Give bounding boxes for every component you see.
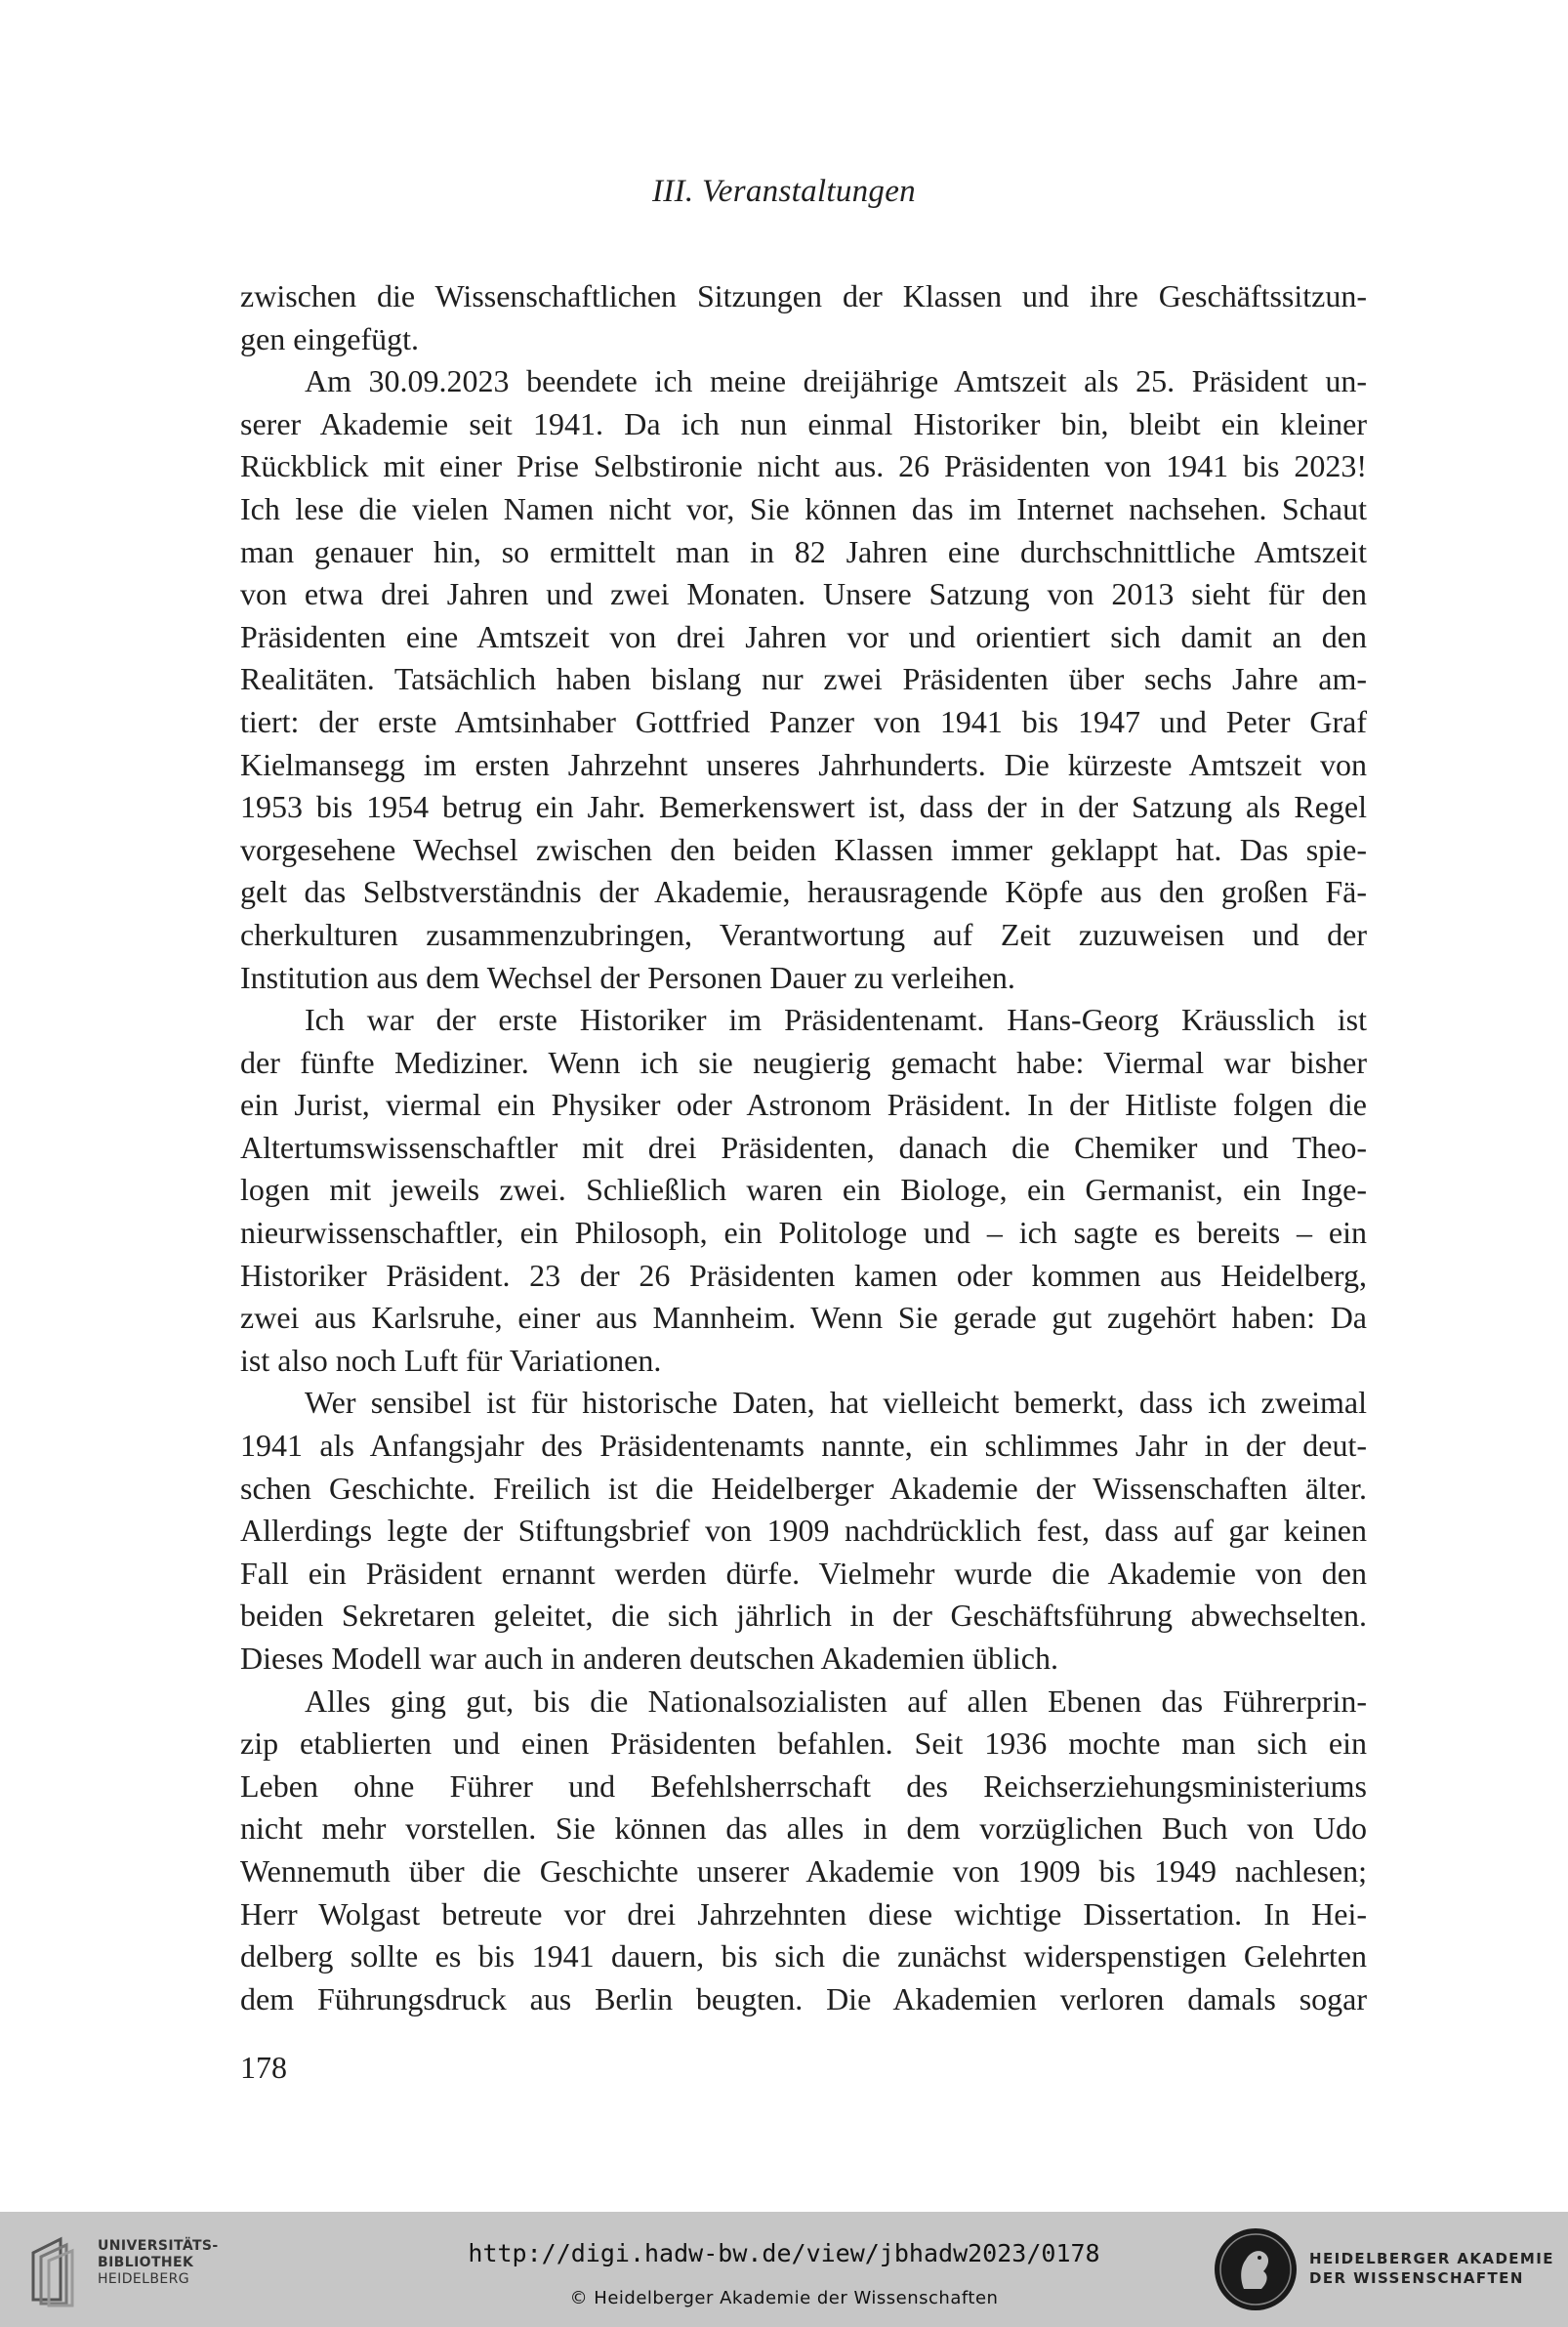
text-line: Dieses Modell war auch in anderen deutschen Akademien üblich. (240, 1641, 1058, 1676)
text-line: 1941 als Anfangsjahr des Präsidentenamts nannte, ein schlimmes Jahr in der deut- (240, 1428, 1367, 1464)
text-line: logen mit jeweils zwei. Schließlich waren ein Biologe, ein Germanist, ein Inge- (240, 1172, 1367, 1208)
text-line: zwei aus Karlsruhe, einer aus Mannheim. Wenn Sie gerade gut zugehört haben: Da (240, 1300, 1367, 1336)
text-line: Altertumswissenschaftler mit drei Präsidenten, danach die Chemiker und Theo- (240, 1129, 1367, 1165)
text-line: Leben ohne Führer und Befehlsherrschaft des Reichserziehungsministeriums (240, 1767, 1367, 1804)
text-line: delberg sollte es bis 1941 dauern, bis sich die zunächst widerspenstigen Gelehrten (240, 1938, 1367, 1974)
text-line: Rückblick mit einer Prise Selbstironie nicht aus. 26 Präsidenten von 1941 bis 2023! (240, 448, 1367, 484)
text-line: Am 30.09.2023 beendete ich meine dreijährige Amtszeit als 25. Präsident un- (305, 363, 1367, 399)
page-number: 178 (240, 2050, 287, 2085)
academy-label[interactable] (1309, 2249, 1554, 2288)
text-line: nicht mehr vorstellen. Sie können das alles in dem vorzüglichen Buch von Udo (240, 1810, 1367, 1847)
text-line: Wennemuth über die Geschichte unserer Akademie von 1909 bis 1949 nachlesen; (240, 1852, 1367, 1889)
ub-line-2: BIBLIOTHEK (98, 2255, 194, 2270)
text-line: cherkulturen zusammenzubringen, Verantwortung auf Zeit zuzuweisen und der (240, 916, 1367, 952)
academy-line-2: DER WISSENSCHAFTEN (1309, 2269, 1524, 2287)
text-line: Institution aus dem Wechsel der Personen Dauer zu verleihen. (240, 959, 1015, 995)
text-line: Allerdings legte der Stiftungsbrief von 1909 nachdrücklich fest, dass auf gar keinen (240, 1513, 1367, 1549)
text-line: ist also noch Luft für Variationen. (240, 1342, 662, 1378)
body-text (240, 275, 1367, 2020)
ub-line-1: UNIVERSITÄTS- (98, 2238, 219, 2254)
text-line: Ich war der erste Historiker im Präsidentenamt. Hans-Georg Kräusslich ist (305, 1002, 1367, 1038)
text-line: Präsidenten eine Amtszeit von drei Jahren vor und orientiert sich damit an den (240, 618, 1367, 654)
ub-line-3: HEIDELBERG (98, 2271, 189, 2287)
text-line: von etwa drei Jahren und zwei Monaten. Unsere Satzung von 2013 sieht für den (240, 576, 1367, 612)
copyright-notice: © Heidelberger Akademie der Wissenschaften (569, 2288, 999, 2308)
text-line: Herr Wolgast betreute vor drei Jahrzehnten diese wichtige Dissertation. In Hei- (240, 1895, 1367, 1932)
text-line: Fall ein Präsident ernannt werden dürfe. Vielmehr wurde die Akademie von den (240, 1555, 1367, 1591)
text-line: gen eingefügt. (240, 320, 420, 356)
academy-line-1: HEIDELBERGER AKADEMIE (1309, 2250, 1554, 2267)
academy-seal-icon[interactable] (1211, 2224, 1300, 2314)
text-line: Historiker Präsident. 23 der 26 Präsidenten kamen oder kommen aus Heidelberg, (240, 1257, 1367, 1293)
text-line: man genauer hin, so ermittelt man in 82 Jahren eine durchschnittliche Amtszeit (240, 533, 1367, 569)
permalink-url[interactable]: http://digi.hadw-bw.de/view/jbhadw2023/0178 (468, 2239, 1100, 2267)
text-line: gelt das Selbstverständnis der Akademie, herausragende Köpfe aus den großen Fä- (240, 874, 1367, 910)
text-line: zip etablierten und einen Präsidenten befahlen. Seit 1936 mochte man sich ein (240, 1725, 1367, 1762)
text-line: schen Geschichte. Freilich ist die Heidelberger Akademie der Wissenschaften älter. (240, 1470, 1367, 1506)
text-line: tiert: der erste Amtsinhaber Gottfried Panzer von 1941 bis 1947 und Peter Graf (240, 703, 1367, 739)
text-line: dem Führungsdruck aus Berlin beugten. Die Akademien verloren damals sogar (240, 1980, 1367, 2016)
text-line: beiden Sekretaren geleitet, die sich jährlich in der Geschäftsführung abwechselten. (240, 1598, 1367, 1634)
text-line: Ich lese die vielen Namen nicht vor, Sie können das im Internet nachsehen. Schaut (240, 490, 1367, 526)
text-line: zwischen die Wissenschaftlichen Sitzungen der Klassen und ihre Geschäftssitzun- (240, 278, 1367, 313)
text-line: serer Akademie seit 1941. Da ich nun einmal Historiker bin, bleibt ein kleiner (240, 405, 1367, 441)
text-line: Wer sensibel ist für historische Daten, hat vielleicht bemerkt, dass ich zweimal (305, 1385, 1367, 1421)
text-line: Realitäten. Tatsächlich haben bislang nur zwei Präsidenten über sechs Jahre am- (240, 661, 1367, 697)
text-line: Kielmansegg im ersten Jahrzehnt unseres Jahrhunderts. Die kürzeste Amtszeit von (240, 746, 1367, 782)
text-line: Alles ging gut, bis die Nationalsozialisten auf allen Ebenen das Führerprin- (305, 1683, 1367, 1719)
text-line: vorgesehene Wechsel zwischen den beiden Klassen immer geklappt hat. Das spie- (240, 831, 1367, 867)
text-line: 1953 bis 1954 betrug ein Jahr. Bemerkenswert ist, dass der in der Satzung als Regel (240, 789, 1367, 825)
footer-bar (0, 2212, 1568, 2327)
running-head: III. Veranstaltungen (652, 174, 916, 209)
text-line: nieurwissenschaftler, ein Philosoph, ein Politologe und – ich sagte es bereits – ein (240, 1215, 1367, 1251)
text-line: der fünfte Mediziner. Wenn ich sie neugierig gemacht habe: Viermal war bisher (240, 1044, 1367, 1080)
text-line: ein Jurist, viermal ein Physiker oder Astronom Präsident. In der Hitliste folgen die (240, 1087, 1367, 1123)
